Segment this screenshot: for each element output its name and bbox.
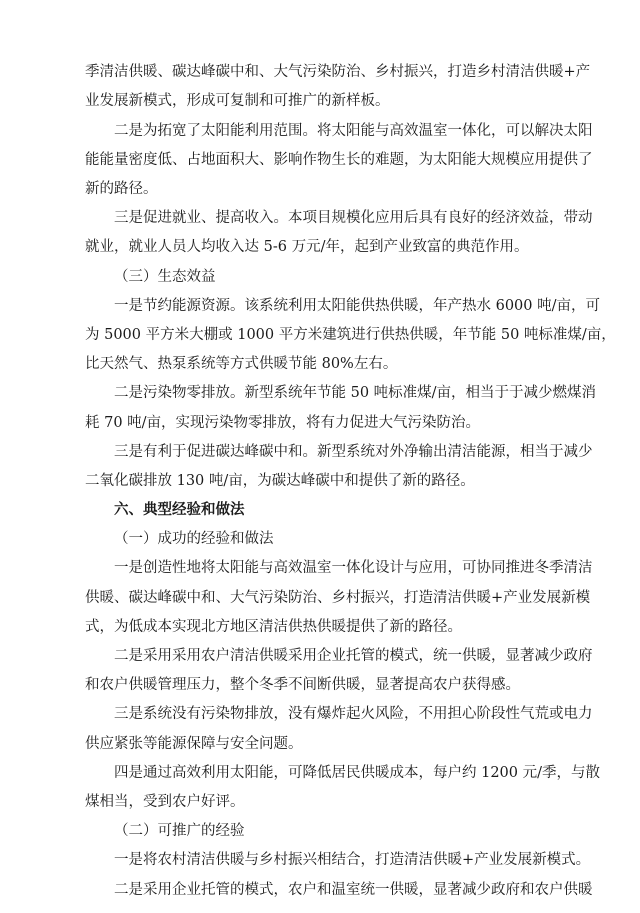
text-line: 二是为拓宽了太阳能利用范围。将太阳能与高效温室一体化，可以解决太阳	[114, 123, 593, 139]
text-line: 比天然气、热泵系统等方式供暖节能 80%左右。	[85, 356, 398, 372]
text-line: 三是有利于促进碳达峰碳中和。新型系统对外净输出清洁能源，相当于减少	[114, 444, 593, 460]
text-line: 三是系统没有污染物排放，没有爆炸起火风险，不用担心阶段性气荒或电力	[114, 706, 593, 722]
text-line: 三是促进就业、提高收入。本项目规模化应用后具有良好的经济效益，带动	[114, 210, 593, 226]
text-line: 一是节约能源资源。该系统利用太阳能供热供暖，年产热水 6000 吨/亩，可	[114, 298, 601, 314]
text-line: 耗 70 吨/亩，实现污染物零排放，将有力促进大气污染防治。	[85, 415, 481, 431]
text-line: 式，为低成本实现北方地区清洁供热供暖提供了新的路径。	[85, 619, 462, 635]
text-line: 二是污染物零排放。新型系统年节能 50 吨标准煤/亩，相当于于减少燃煤消	[114, 385, 597, 401]
text-line: 为 5000 平方米大棚或 1000 平方米建筑进行供热供暖，年节能 50 吨标准煤/亩，	[85, 327, 616, 343]
text-line: 业发展新模式，形成可复制和可推广的新样板。	[85, 93, 390, 109]
text-line: 季清洁供暖、碳达峰碳中和、大气污染防治、乡村振兴，打造乡村清洁供暖+产	[85, 64, 591, 80]
text-line: 四是通过高效利用太阳能，可降低居民供暖成本，每户约 1200 元/季，与散	[114, 765, 601, 781]
text-line: 二是采用采用农户清洁供暖采用企业托管的模式，统一供暖，显著减少政府	[114, 648, 593, 664]
text-line: 供暖、碳达峰碳中和、大气污染防治、乡村振兴，打造清洁供暖+产业发展新模	[85, 590, 591, 606]
section-subheading: （二）可推广的经验	[114, 823, 245, 839]
text-line: 供应紧张等能源保障与安全问题。	[85, 736, 303, 752]
text-line: 就业，就业人员人均收入达 5-6 万元/年，起到产业致富的典范作用。	[85, 239, 529, 255]
text-line: 和农户供暖管理压力，整个冬季不间断供暖，显著提高农户获得感。	[85, 677, 520, 693]
section-heading: 六、典型经验和做法	[114, 502, 245, 518]
text-line: 二氧化碳排放 130 吨/亩，为碳达峰碳中和提供了新的路径。	[85, 473, 475, 489]
text-line: 能能量密度低、占地面积大、影响作物生长的难题，为太阳能大规模应用提供了	[85, 152, 593, 168]
text-line: 新的路径。	[85, 181, 158, 197]
text-line: 二是采用企业托管的模式，农户和温室统一供暖，显著减少政府和农户供暖	[114, 882, 593, 898]
text-line: 一是创造性地将太阳能与高效温室一体化设计与应用，可协同推进冬季清洁	[114, 560, 593, 576]
section-subheading: （一）成功的经验和做法	[114, 531, 274, 547]
section-subheading: （三）生态效益	[114, 269, 216, 285]
text-line: 煤相当，受到农户好评。	[85, 794, 245, 810]
text-line: 一是将农村清洁供暖与乡村振兴相结合，打造清洁供暖+产业发展新模式。	[114, 852, 591, 868]
